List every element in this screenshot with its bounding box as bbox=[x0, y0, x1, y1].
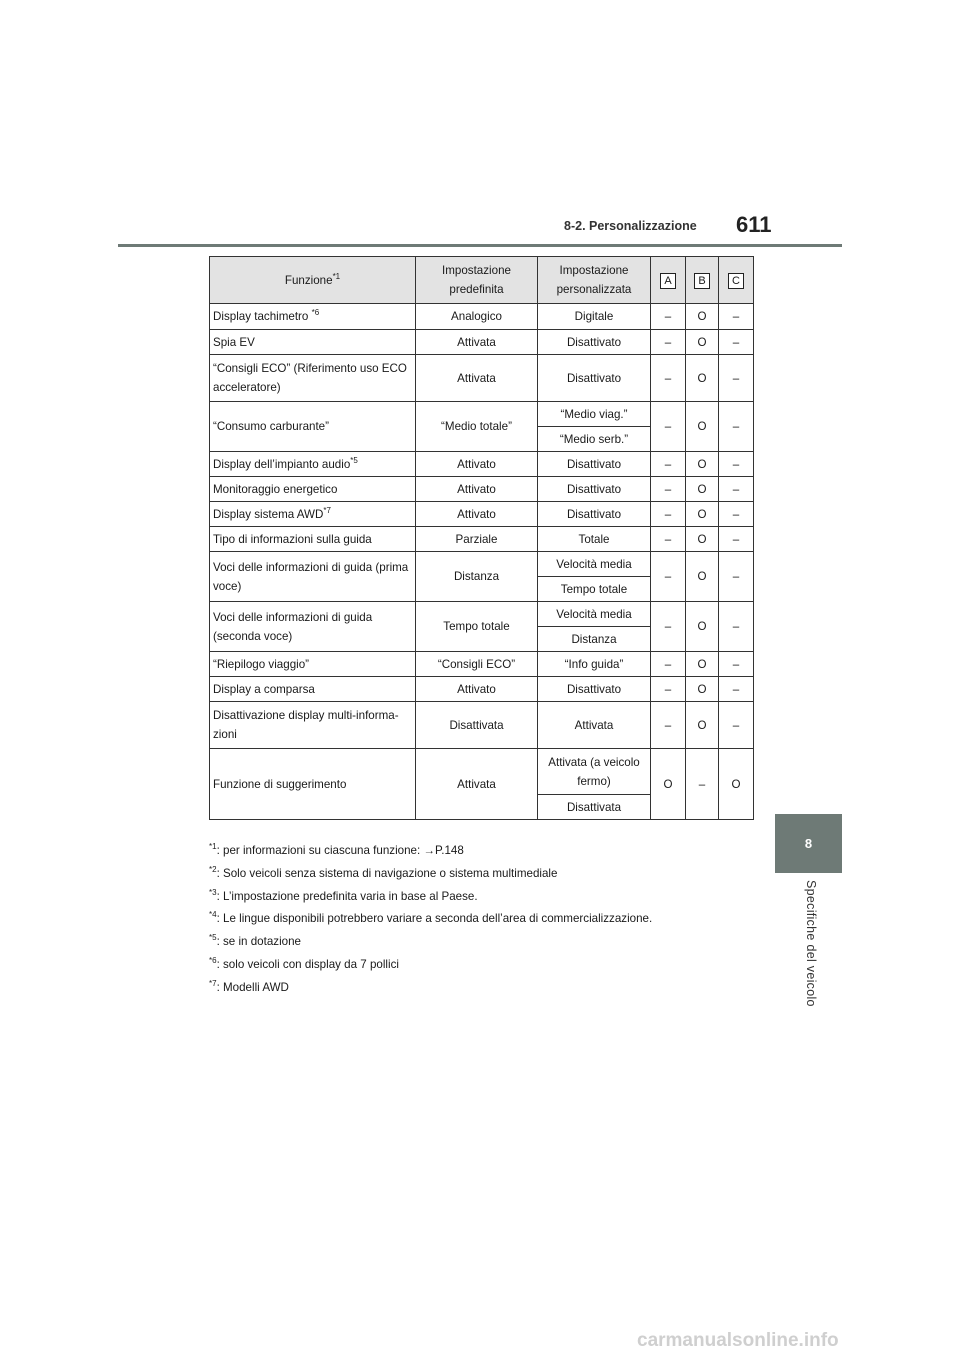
chapter-tab[interactable]: 8 bbox=[775, 814, 842, 873]
cell-c: – bbox=[719, 477, 754, 502]
footnote-text: : per informazioni su ciascuna funzione: →P.148 bbox=[216, 843, 464, 857]
cell-custom: Disattivato bbox=[538, 330, 651, 355]
cell-c: – bbox=[719, 702, 754, 749]
cell-a: – bbox=[651, 652, 686, 677]
cell-b: O bbox=[686, 452, 719, 477]
cell-function: “Consigli ECO” (Riferimento uso ECO acceleratore) bbox=[210, 355, 416, 402]
footnote-mark: *5 bbox=[209, 933, 217, 943]
footnote-item bbox=[209, 956, 769, 979]
cell-a: – bbox=[651, 527, 686, 552]
cell-custom: Totale bbox=[538, 527, 651, 552]
cell-custom: Digitale bbox=[538, 304, 651, 330]
cell-default: Distanza bbox=[416, 552, 538, 602]
cell-b: O bbox=[686, 477, 719, 502]
section-title: 8-2. Personalizzazione bbox=[564, 219, 697, 233]
table-row bbox=[210, 330, 754, 355]
cell-function: Display a comparsa bbox=[210, 677, 416, 702]
c-icon: C bbox=[728, 273, 744, 289]
cell-default: “Medio totale” bbox=[416, 402, 538, 452]
cell-custom: “Info guida” bbox=[538, 652, 651, 677]
table-row bbox=[210, 355, 754, 402]
footnote-text: : solo veicoli con display da 7 pollici bbox=[216, 957, 399, 971]
cell-c: – bbox=[719, 527, 754, 552]
cell-b: O bbox=[686, 652, 719, 677]
cell-function: “Riepilogo viaggio” bbox=[210, 652, 416, 677]
cell-c: – bbox=[719, 304, 754, 330]
cell-default: Analogico bbox=[416, 304, 538, 330]
cell-a: – bbox=[651, 304, 686, 330]
footnote-item bbox=[209, 842, 769, 865]
cell-a: – bbox=[651, 477, 686, 502]
cell-c: – bbox=[719, 552, 754, 602]
table-row bbox=[210, 527, 754, 552]
cell-custom: Velocità media bbox=[538, 552, 651, 577]
cell-default: “Consigli ECO” bbox=[416, 652, 538, 677]
cell-default: Attivata bbox=[416, 749, 538, 820]
cell-custom: Disattivato bbox=[538, 677, 651, 702]
footnote-item bbox=[209, 979, 769, 1002]
cell-function: Spia EV bbox=[210, 330, 416, 355]
cell-a: – bbox=[651, 502, 686, 527]
chapter-label: Specifiche del veicolo bbox=[804, 880, 818, 1007]
cell-default: Tempo totale bbox=[416, 602, 538, 652]
cell-custom: Tempo totale bbox=[538, 577, 651, 602]
cell-c: O bbox=[719, 749, 754, 820]
table-row bbox=[210, 702, 754, 749]
watermark: carmanualsonline.info bbox=[637, 1330, 839, 1351]
table-row bbox=[210, 602, 754, 627]
cell-a: – bbox=[651, 330, 686, 355]
customization-table bbox=[209, 256, 754, 820]
cell-custom: Disattivato bbox=[538, 355, 651, 402]
header-predefinita: Impostazione predefinita bbox=[416, 257, 538, 304]
cell-a: – bbox=[651, 677, 686, 702]
cell-custom: “Medio viag.” bbox=[538, 402, 651, 427]
cell-b: O bbox=[686, 355, 719, 402]
footnote-text: : Solo veicoli senza sistema di navigazione o sistema multimediale bbox=[216, 866, 558, 880]
cell-b: O bbox=[686, 702, 719, 749]
cell-a: – bbox=[651, 552, 686, 602]
cell-custom: Velocità media bbox=[538, 602, 651, 627]
table-body bbox=[210, 304, 754, 820]
cell-a: – bbox=[651, 452, 686, 477]
cell-function: Display dell’impianto audio$^{*5}$ bbox=[210, 452, 416, 477]
cell-function: Disattivazione display multi-informa-zioni bbox=[210, 702, 416, 749]
cell-a: – bbox=[651, 402, 686, 452]
footnote-ref: *6 bbox=[311, 308, 320, 318]
footnote-item bbox=[209, 933, 769, 956]
cell-default: Attivato bbox=[416, 477, 538, 502]
header-c bbox=[719, 257, 754, 304]
cell-default: Parziale bbox=[416, 527, 538, 552]
footnote-item bbox=[209, 865, 769, 888]
cell-b: O bbox=[686, 677, 719, 702]
footnote-mark: *1 bbox=[209, 842, 217, 851]
cell-b: O bbox=[686, 330, 719, 355]
cell-a: – bbox=[651, 702, 686, 749]
table-row bbox=[210, 749, 754, 795]
cell-b: O bbox=[686, 602, 719, 652]
cell-function: “Consumo carburante” bbox=[210, 402, 416, 452]
footnotes bbox=[209, 842, 769, 1002]
header-a bbox=[651, 257, 686, 304]
cell-a: – bbox=[651, 355, 686, 402]
footnote-text: : Le lingue disponibili potrebbero variare a seconda dell’area di commercializzazione. bbox=[216, 912, 653, 926]
cell-default: Disattivata bbox=[416, 702, 538, 749]
cell-function: Display sistema AWD$^{*7}$ bbox=[210, 502, 416, 527]
cell-custom: Attivata (a veicolo fermo) bbox=[538, 749, 651, 795]
cell-c: – bbox=[719, 452, 754, 477]
table-row bbox=[210, 677, 754, 702]
cell-b: O bbox=[686, 402, 719, 452]
table-row bbox=[210, 652, 754, 677]
header-funzione: Funzione$^{*1}$ bbox=[210, 257, 416, 304]
footnote-item bbox=[209, 888, 769, 911]
header-b bbox=[686, 257, 719, 304]
footnote-ref: *5 bbox=[350, 455, 358, 465]
table-row bbox=[210, 402, 754, 427]
cell-c: – bbox=[719, 402, 754, 452]
cell-custom: Attivata bbox=[538, 702, 651, 749]
cell-function: Monitoraggio energetico bbox=[210, 477, 416, 502]
cell-default: Attivata bbox=[416, 330, 538, 355]
footnote-mark: *6 bbox=[209, 955, 217, 965]
footnote-text: : Modelli AWD bbox=[216, 980, 289, 994]
cell-custom: Disattivata bbox=[538, 795, 651, 820]
cell-default: Attivata bbox=[416, 355, 538, 402]
table-row bbox=[210, 477, 754, 502]
cell-function: Voci delle informazioni di guida (seconda voce) bbox=[210, 602, 416, 652]
table-row bbox=[210, 502, 754, 527]
cell-default: Attivato bbox=[416, 452, 538, 477]
cell-b: O bbox=[686, 304, 719, 330]
footnote-mark: *4 bbox=[209, 910, 217, 920]
table-row bbox=[210, 552, 754, 577]
cell-b: O bbox=[686, 552, 719, 602]
cell-custom: Disattivato bbox=[538, 452, 651, 477]
footnote-mark: *2 bbox=[209, 864, 217, 874]
cell-default: Attivato bbox=[416, 677, 538, 702]
cell-function: Tipo di informazioni sulla guida bbox=[210, 527, 416, 552]
cell-c: – bbox=[719, 602, 754, 652]
cell-b: – bbox=[686, 749, 719, 820]
cell-c: – bbox=[719, 652, 754, 677]
cell-function: Funzione di suggerimento bbox=[210, 749, 416, 820]
cell-function: Display tachimetro $^{*6}$ bbox=[210, 304, 416, 330]
cell-b: O bbox=[686, 527, 719, 552]
footnote-mark: *7 bbox=[209, 978, 217, 988]
cell-c: – bbox=[719, 677, 754, 702]
header-personalizzata: Impostazione personalizzata bbox=[538, 257, 651, 304]
cell-custom: Distanza bbox=[538, 627, 651, 652]
header-divider bbox=[118, 244, 842, 247]
cell-custom: “Medio serb.” bbox=[538, 427, 651, 452]
footnote-ref: *7 bbox=[323, 505, 331, 515]
cell-c: – bbox=[719, 330, 754, 355]
cell-b: O bbox=[686, 502, 719, 527]
footnote-text: : se in dotazione bbox=[216, 935, 301, 949]
cell-custom: Disattivato bbox=[538, 502, 651, 527]
cell-c: – bbox=[719, 502, 754, 527]
footnote-text: : L’impostazione predefinita varia in base al Paese. bbox=[216, 889, 478, 903]
table-header-row bbox=[210, 257, 754, 304]
cell-c: – bbox=[719, 355, 754, 402]
footnote-mark: *3 bbox=[209, 887, 217, 897]
cell-custom: Disattivato bbox=[538, 477, 651, 502]
table-row bbox=[210, 452, 754, 477]
cell-a: – bbox=[651, 602, 686, 652]
b-icon: B bbox=[694, 273, 710, 289]
a-icon: A bbox=[660, 273, 676, 289]
page-number: 611 bbox=[736, 212, 772, 237]
footnote-item bbox=[209, 910, 769, 933]
cell-a: O bbox=[651, 749, 686, 820]
cell-default: Attivato bbox=[416, 502, 538, 527]
table-row bbox=[210, 304, 754, 330]
cell-function: Voci delle informazioni di guida (prima voce) bbox=[210, 552, 416, 602]
